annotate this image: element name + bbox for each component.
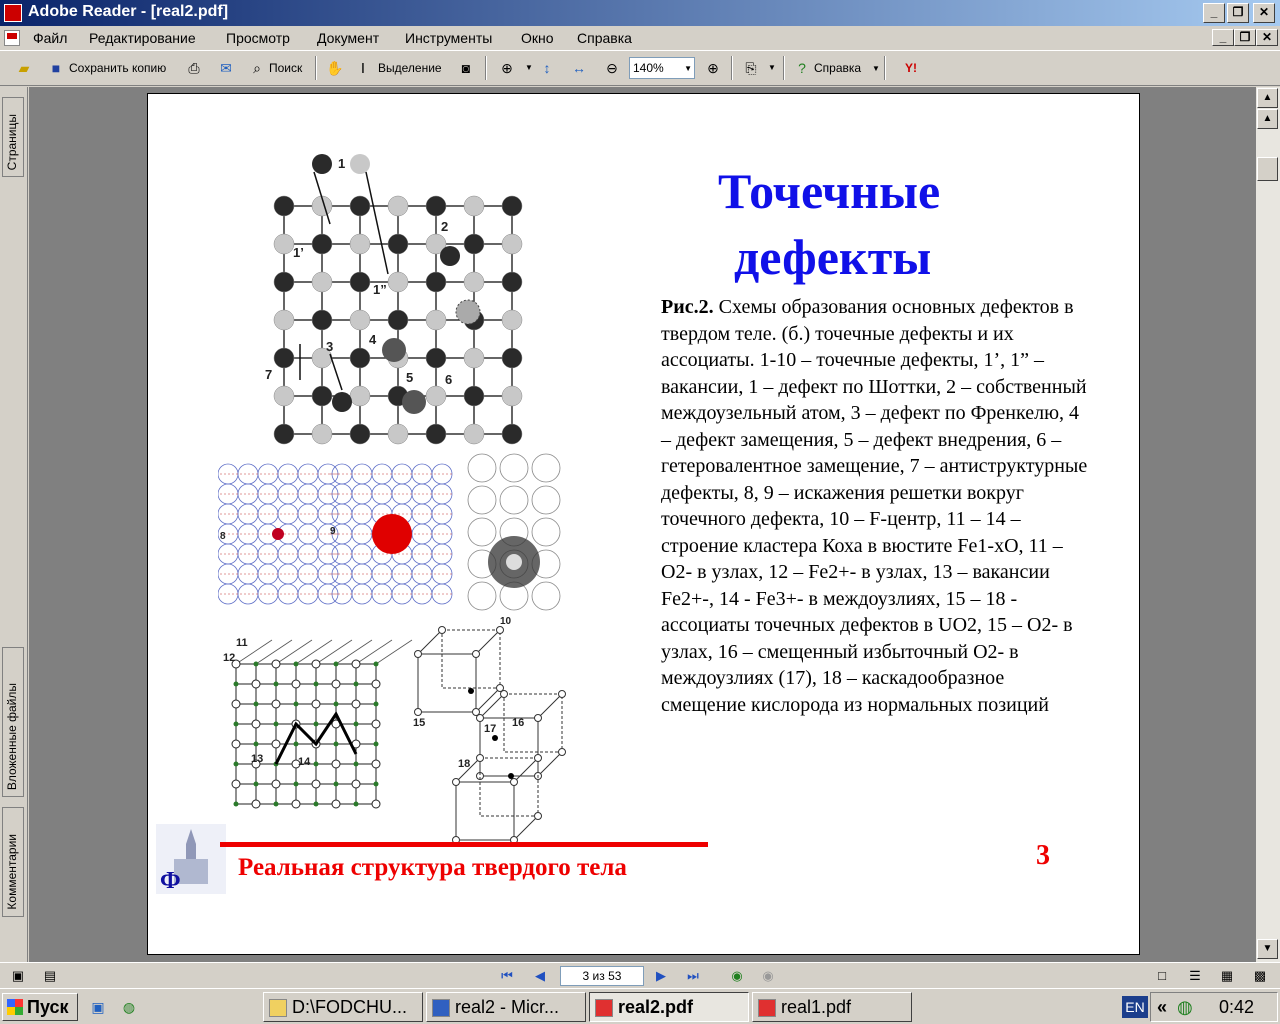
zoom-field[interactable] (629, 57, 695, 79)
figure-label: 4 (369, 332, 377, 347)
lattice-atom (274, 310, 294, 330)
title-bar (0, 0, 1280, 26)
menu-view[interactable]: Просмотр (226, 30, 290, 46)
save-icon[interactable]: ■ (51, 60, 61, 76)
lattice-atom (426, 310, 446, 330)
lattice-atom (312, 424, 332, 444)
last-page-button[interactable]: ⏭ (687, 968, 699, 983)
lattice-diagram-top (274, 154, 522, 444)
scroll-up-button[interactable]: ▲ (1257, 88, 1278, 108)
help-button[interactable]: Справка (814, 61, 862, 75)
windows-flag-icon (7, 999, 23, 1015)
caption-label: Рис.2. (661, 296, 714, 318)
save-copy-button[interactable]: Сохранить копию (69, 61, 167, 75)
slide-title-line1: Точечные (718, 163, 941, 219)
chevron-down-icon[interactable]: ▼ (768, 63, 776, 72)
zoom-value: 140% (633, 61, 664, 75)
lattice-atom (350, 424, 370, 444)
continuous-facing-icon[interactable]: ▩ (1253, 968, 1267, 983)
adobe-reader-icon (4, 4, 22, 22)
lattice-atom (502, 424, 522, 444)
institute-logo (156, 824, 226, 894)
navigation-panel (0, 87, 28, 962)
pdf-page (147, 93, 1140, 955)
figure-label: 3 (326, 339, 334, 354)
tab-pages[interactable]: Страницы (2, 97, 24, 177)
chevron-down-icon[interactable]: ▼ (525, 63, 533, 72)
lattice-atom (464, 348, 484, 368)
lattice-atom (350, 196, 370, 216)
rotate-page-icon[interactable]: ⎘ (745, 60, 757, 76)
figure-label: 7 (265, 367, 273, 382)
lattice-atom (388, 310, 408, 330)
figure-label: 15 (413, 717, 426, 729)
lattice-atom (274, 272, 294, 292)
first-page-button[interactable]: ⏮ (501, 968, 513, 983)
lattice-atom (312, 310, 332, 330)
slide-footer: Реальная структура твердого тела (238, 854, 627, 881)
figure-caption (661, 294, 1091, 718)
slide-number: 3 (1036, 840, 1050, 871)
figure-label: 2 (441, 219, 449, 234)
task-real1-pdf[interactable]: real1.pdf (752, 992, 912, 1022)
language-indicator[interactable]: EN (1122, 996, 1148, 1018)
single-page-icon[interactable]: □ (1158, 968, 1166, 983)
lattice-atom (464, 234, 484, 254)
menu-tools[interactable]: Инструменты (405, 30, 493, 46)
window-title: Adobe Reader - [real2.pdf] (28, 3, 229, 20)
search-icon[interactable]: ⌕ (253, 60, 261, 76)
figure-label: 1” (373, 282, 387, 297)
lattice-atom (312, 234, 332, 254)
lattice-atom (464, 272, 484, 292)
lattice-atom (350, 310, 370, 330)
scroll-down-button[interactable]: ▼ (1257, 939, 1278, 959)
lattice-atom (502, 386, 522, 406)
lattice-atom (350, 272, 370, 292)
yahoo-icon[interactable]: Y! (905, 61, 917, 75)
toolbar-separator (783, 56, 785, 80)
caption-text: Схемы образования основных дефектов в твердом теле. (б.) точечные дефекты и их ассоциаты. 1-10 – точечные дефекты, 1’, 1” – вакансии, 1 – дефект по Шоттки, 2 – собственный междоузельный атом, 3 – дефект по Френкелю, 4 – дефект замещения, 5 – дефект внедрения, 6 – гетеровалентное замещение, 7 – антиструктурные дефекты, 8, 9 – искажения решетки вокруг точечного дефекта, 10 – F-центр, 11 – 14 – строение кластера Коха в вюстите Fe1-xO, 11 – O2- в узлах, 12 – Fe2+- в узлах, 13 – вакансии Fe2+-, 14 - Fe3+- в междоузлиях, 15 – 18 - ассоциаты точечных дефектов в UO2, 15 – O2- в узлах, 16 – смещенный избыточный O2- в междоузлиях (17), 18 – каскадообразное смещение кислорода из нормальных позиций (661, 296, 1088, 716)
word-icon (432, 999, 450, 1017)
chevron-down-icon[interactable]: ▼ (684, 64, 692, 73)
toolbar-separator (731, 56, 733, 80)
network-globe-icon[interactable]: ◍ (1177, 997, 1193, 1017)
lattice-atom (426, 386, 446, 406)
fit-width-icon[interactable]: ↔ (572, 60, 586, 76)
figure-label: 16 (512, 717, 525, 729)
figure-label: 11 (236, 637, 248, 649)
help-icon[interactable]: ? (798, 60, 806, 76)
figure-label: 13 (251, 753, 264, 765)
layout-toggle-icon[interactable]: ▤ (43, 968, 57, 983)
close-button[interactable]: ✕ (1253, 3, 1275, 23)
layout-single-icon[interactable]: ▣ (11, 968, 25, 983)
lattice-atom (350, 348, 370, 368)
lattice-atom (502, 310, 522, 330)
logo-text: Ф (160, 868, 181, 894)
taskbar (0, 988, 1280, 1024)
lattice-atom (426, 272, 446, 292)
lattice-atom (426, 348, 446, 368)
task-word[interactable]: real2 - Micr... (426, 992, 586, 1022)
lattice-atom (274, 424, 294, 444)
lattice-atom (350, 386, 370, 406)
task-explorer[interactable]: D:\FODCHU... (263, 992, 423, 1022)
lattice-atom (388, 272, 408, 292)
forward-view-button[interactable]: ◉ (762, 968, 774, 983)
toolbar-separator (315, 56, 317, 80)
scroll-page-up-button[interactable]: ▲ (1257, 109, 1278, 129)
toolbar (0, 50, 1280, 86)
lattice-atom (502, 234, 522, 254)
lattice-atom (502, 196, 522, 216)
lattice-distortion-9 (330, 464, 454, 604)
lattice-atom (274, 234, 294, 254)
document-icon[interactable] (4, 30, 20, 46)
snapshot-icon[interactable]: ◙ (461, 60, 471, 76)
lattice-atom (388, 196, 408, 216)
system-tray (1150, 992, 1278, 1022)
continuous-icon[interactable]: ☰ (1189, 968, 1201, 983)
lattice-atom (464, 386, 484, 406)
next-page-button[interactable]: ▶ (656, 968, 666, 983)
figure-label: 9 (330, 526, 336, 537)
chevron-down-icon[interactable]: ▼ (872, 64, 880, 73)
slide-title-line2: дефекты (734, 229, 932, 285)
toolbar-separator (485, 56, 487, 80)
lattice-atom (388, 424, 408, 444)
pdf-icon (758, 999, 776, 1017)
back-view-button[interactable]: ◉ (731, 968, 743, 983)
figure-label: 6 (445, 372, 453, 387)
tab-attachments[interactable]: Вложенные файлы (2, 647, 24, 797)
lattice-atom (502, 348, 522, 368)
uo2-cluster-diagram (415, 627, 566, 844)
document-viewer[interactable] (29, 87, 1256, 962)
lattice-atom (350, 234, 370, 254)
figure-label: 12 (223, 652, 236, 664)
lattice-atom (274, 348, 294, 368)
figure-label: 14 (298, 756, 311, 768)
f-center-diagram (468, 454, 560, 610)
lattice-atom (464, 196, 484, 216)
doc-minimize-button[interactable]: _ (1212, 29, 1234, 46)
figure-label: 1 (338, 156, 346, 171)
task-real2-pdf[interactable]: real2.pdf (589, 992, 749, 1022)
figure-label: 8 (220, 531, 226, 542)
text-select-icon[interactable]: Ⅰ (360, 60, 366, 76)
page-navigation-bar (0, 962, 1280, 988)
lattice-atom (388, 234, 408, 254)
folder-icon (269, 999, 287, 1017)
figure-label: 17 (484, 723, 497, 735)
menu-file[interactable]: Файл (33, 30, 68, 46)
quicklaunch-browser-icon[interactable]: ◍ (122, 999, 136, 1015)
lattice-atom (502, 272, 522, 292)
search-button[interactable]: Поиск (269, 61, 303, 75)
page-number-field[interactable]: 3 из 53 (560, 966, 644, 986)
figure-label: 18 (458, 758, 471, 770)
defects-figure (218, 154, 658, 844)
actual-size-icon[interactable]: ↕ (543, 60, 551, 76)
tray-expand-button[interactable]: « (1157, 997, 1168, 1017)
lattice-distortion-8 (218, 464, 340, 604)
menu-help[interactable]: Справка (577, 30, 632, 46)
koch-cluster-diagram (232, 640, 412, 808)
scroll-thumb[interactable] (1257, 157, 1278, 181)
clock: 0:42 (1219, 997, 1255, 1017)
select-button[interactable]: Выделение (378, 61, 442, 75)
zoom-in-tool-icon[interactable]: ⊕ (501, 60, 513, 76)
lattice-atom (464, 424, 484, 444)
lattice-atom (426, 424, 446, 444)
print-icon[interactable]: ⎙ (188, 60, 200, 76)
open-folder-icon[interactable]: ▰ (18, 60, 30, 76)
menu-window[interactable]: Окно (521, 30, 554, 46)
quicklaunch-desktop-icon[interactable]: ▣ (91, 999, 105, 1015)
lattice-atom (312, 272, 332, 292)
vertical-scrollbar[interactable] (1256, 87, 1280, 962)
lattice-atom (274, 196, 294, 216)
menu-document[interactable]: Документ (317, 30, 380, 46)
zoom-in-icon[interactable]: ⊕ (707, 60, 719, 76)
doc-close-button[interactable]: ✕ (1256, 29, 1278, 46)
menu-bar (0, 26, 1280, 50)
lattice-atom (274, 386, 294, 406)
tab-comments[interactable]: Комментарии (2, 807, 24, 917)
lattice-atom (426, 196, 446, 216)
start-button[interactable]: Пуск (2, 993, 78, 1021)
figure-label: 10 (500, 616, 512, 627)
figure-label: 1’ (293, 245, 304, 260)
hand-tool-icon[interactable]: ✋ (326, 60, 344, 76)
toolbar-separator (884, 56, 886, 80)
figure-label: 5 (406, 370, 414, 385)
menu-edit[interactable]: Редактирование (89, 30, 196, 46)
zoom-out-icon[interactable]: ⊖ (606, 60, 618, 76)
prev-page-button[interactable]: ◀ (535, 968, 545, 983)
email-icon[interactable]: ✉ (220, 60, 232, 76)
footer-divider (220, 842, 708, 847)
pdf-icon (595, 999, 613, 1017)
maximize-button[interactable]: ❐ (1227, 3, 1249, 23)
lattice-atom (312, 386, 332, 406)
doc-restore-button[interactable]: ❐ (1234, 29, 1256, 46)
minimize-button[interactable]: _ (1203, 3, 1225, 23)
facing-icon[interactable]: ▦ (1220, 968, 1234, 983)
